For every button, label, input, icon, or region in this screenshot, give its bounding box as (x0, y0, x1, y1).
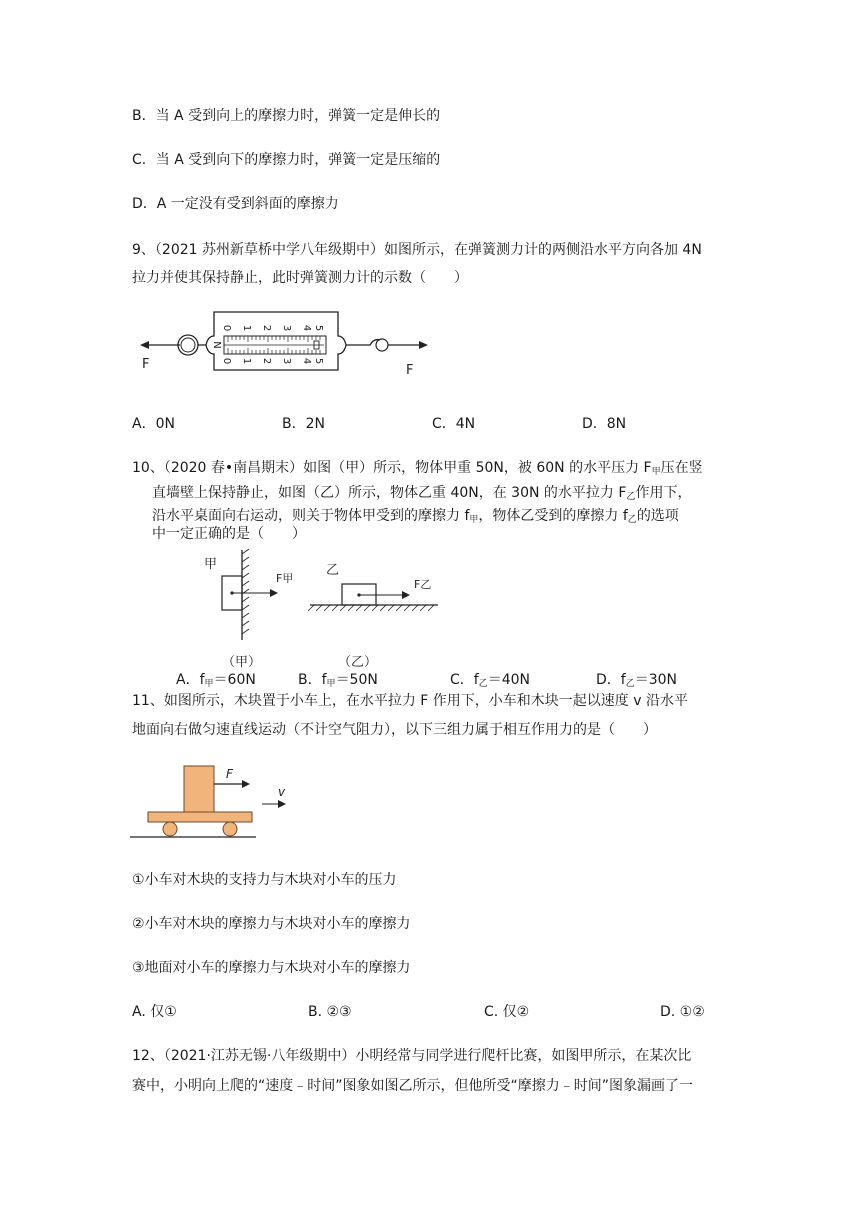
q8-option-d: D．A 一定没有受到斜面的摩擦力 (132, 196, 339, 212)
force-label-f: F (226, 767, 233, 781)
scale-top-3: 3 (281, 324, 292, 332)
q11-option-b[interactable]: B. ②③ (308, 1004, 352, 1020)
force-label-f-jia: F甲 (276, 572, 294, 585)
label-jia: 甲 (204, 557, 218, 572)
q11-statement-1: ①小车对木块的支持力与木块对小车的压力 (132, 872, 397, 888)
q9-option-d[interactable]: D．8N (582, 416, 627, 432)
velocity-label-v: v (278, 785, 286, 799)
scale-bottom-2: 2 (261, 357, 272, 365)
q11-stem-line1: 11、如图所示，木块置于小车上，在水平拉力 F 作用下，小车和木块一起以速度 v 沿水平 (132, 693, 688, 709)
scale-bottom-3: 3 (281, 357, 292, 365)
q12-stem-line1: 12、（2021·江苏无锡·八年级期中）小明经常与同学进行爬杆比赛，如图甲所示，在某次比 (132, 1048, 692, 1064)
q9-option-b[interactable]: B．2N (282, 416, 325, 432)
scale-top-4: 4 (301, 324, 312, 332)
q10-stem-line1: 10、（2020 春•南昌期末）如图（甲）所示，物体甲重 50N，被 60N 的水平压力 $F_甲$压在竖 (132, 460, 703, 477)
q10-stem-line4: 中一定正确的是（ ） (152, 526, 306, 542)
cart-block-figure (130, 762, 290, 842)
caption-yi: （乙） (338, 655, 378, 670)
label-yi: 乙 (326, 563, 340, 578)
q9-option-c[interactable]: C．4N (432, 416, 476, 432)
q9-option-a[interactable]: A．0N (132, 416, 175, 432)
scale-top-0: 0 (221, 324, 232, 332)
q11-option-d[interactable]: D. ①② (660, 1004, 705, 1020)
q9-stem-line2: 拉力并使其保持静止，此时弹簧测力计的示数（ ） (132, 270, 468, 286)
q11-stem-line2: 地面向右做匀速直线运动（不计空气阻力），以下三组力属于相互作用力的是（ ） (132, 722, 657, 738)
force-label-right: F (406, 363, 414, 378)
q8-option-c: C．当 A 受到向下的摩擦力时，弹簧一定是压缩的 (132, 152, 441, 168)
q10-option-c[interactable]: C．$f_乙=40N$ (450, 672, 531, 689)
scale-bottom-4: 4 (301, 357, 312, 365)
q10-stem-line2: 直墙壁上保持静止，如图（乙）所示，物体乙重 40N，在 30N 的水平拉力 $F_乙$作用下， (152, 485, 692, 502)
force-label-left: F (142, 357, 150, 372)
q11-option-c[interactable]: C. 仅② (484, 1004, 530, 1020)
scale-bottom-1: 1 (241, 357, 252, 365)
scale-bottom-0: 0 (221, 357, 232, 365)
q10-option-b[interactable]: B．$f_甲=50N$ (298, 672, 378, 689)
q10-option-a[interactable]: A．$f_甲=60N$ (176, 672, 256, 689)
scale-top-2: 2 (261, 324, 272, 332)
scale-top-5: 5 (313, 324, 324, 332)
caption-jia: （甲） (222, 655, 262, 670)
q9-stem-line1: 9、（2021 苏州新草桥中学八年级期中）如图所示，在弹簧测力计的两侧沿水平方向各加 4N (132, 242, 702, 258)
scale-unit: N (211, 341, 222, 349)
q12-stem-line2: 赛中，小明向上爬的“速度﹣时间”图象如图乙所示，但他所受“摩擦力﹣时间”图象漏画了一 (132, 1078, 694, 1094)
q11-statement-2: ②小车对木块的摩擦力与木块对小车的摩擦力 (132, 916, 411, 932)
friction-figure-jia-yi (200, 548, 460, 673)
spring-scale-figure (138, 308, 438, 378)
q11-statement-3: ③地面对小车的摩擦力与木块对小车的摩擦力 (132, 960, 411, 976)
q10-option-d[interactable]: D．$f_乙=30N$ (596, 672, 678, 689)
q8-option-b: B．当 A 受到向上的摩擦力时，弹簧一定是伸长的 (132, 108, 441, 124)
scale-bottom-5: 5 (313, 357, 324, 365)
force-label-f-yi: F乙 (414, 578, 432, 591)
q10-stem-line3: 沿水平桌面向右运动，则关于物体甲受到的摩擦力 $f_甲$，物体乙受到的摩擦力 $f_乙$的选项 (152, 508, 679, 525)
q11-option-a[interactable]: A. 仅① (132, 1004, 177, 1020)
scale-top-1: 1 (241, 324, 252, 332)
